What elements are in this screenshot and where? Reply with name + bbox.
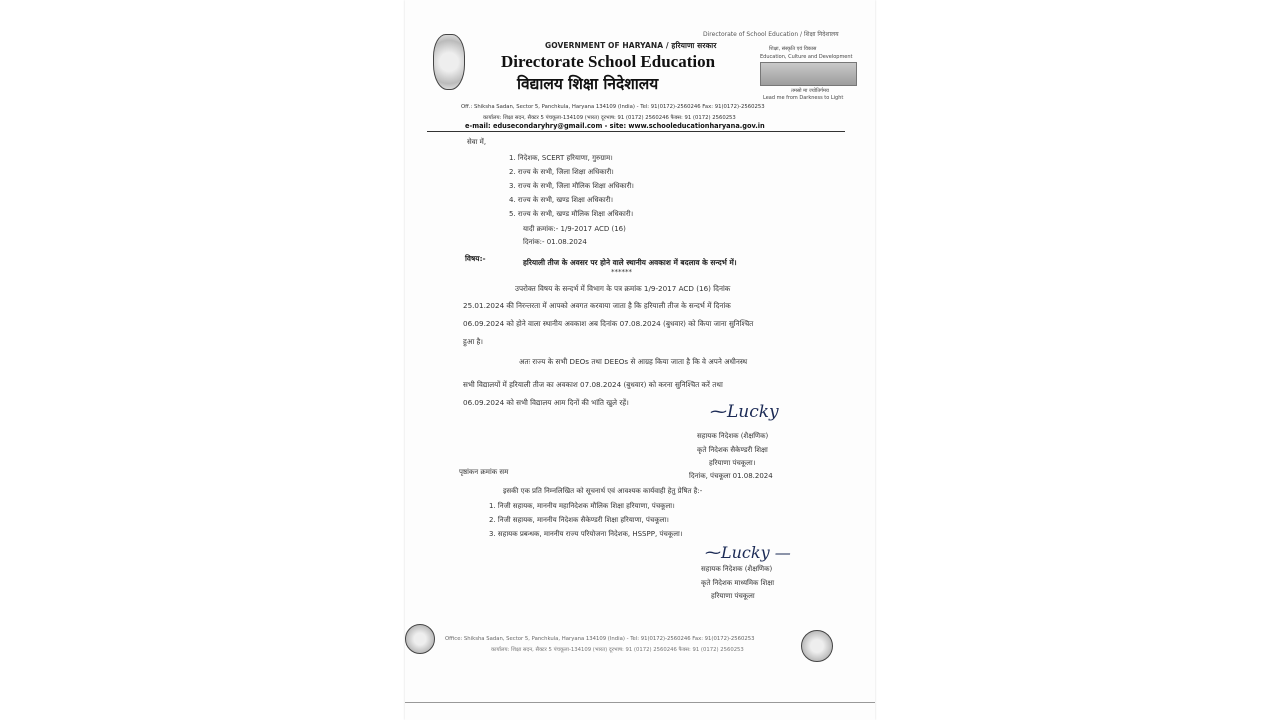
subject-separator: ****** <box>611 268 632 276</box>
right-tagline-hi: शिक्षा, संस्कृति एवं विकास <box>769 46 817 52</box>
para2-line: 06.09.2024 को सभी विद्यालय आम दिनों की भांति खुले रहें। <box>463 398 629 407</box>
signatory-2-line: हरियाणा पंचकूला <box>711 592 755 600</box>
motto-en: Lead me from Darkness to Light <box>763 95 844 101</box>
footer-address-hi: कार्यालय: शिक्षा सदन, सैक्टर 5 पंचकूला-134109 (भारत) दूरभाष: 91 (0172) 2560246 फैक्स: 91 (0172) 2560253 <box>491 647 744 653</box>
seva-mein: सेवा में, <box>467 138 487 146</box>
haryana-emblem-icon <box>433 34 465 90</box>
para2-line: सभी विद्यालयों में हरियाली तीज का अवकाश 07.08.2024 (बुधवार) को करना सुनिश्चित करें तथा <box>463 380 723 389</box>
copy-item: 3. सहायक प्रबन्धक, माननीय राज्य परियोजना निदेशक, HSSPP, पंचकूला। <box>489 530 683 538</box>
government-label: GOVERNMENT OF HARYANA / हरियाणा सरकार <box>545 41 717 50</box>
para1-line: 25.01.2024 की निरन्तरता में आपको अवगत करवाया जाता है कि हरियाली तीज के सन्दर्भ में दिनांक <box>463 301 731 310</box>
recipient-item: 1. निदेशक, SCERT हरियाणा, गुरुग्राम। <box>509 154 613 162</box>
header-top-note: Directorate of School Education / शिक्षा निदेशालय <box>703 31 839 38</box>
signature-2-icon: ⁓Lucky — <box>705 543 791 562</box>
endorsement-number: पृष्ठांकन क्रमांक सम <box>459 468 509 476</box>
recipient-item: 4. राज्य के सभी, खण्ड शिक्षा अधिकारी। <box>509 196 614 204</box>
directorate-title-hi: विद्यालय शिक्षा निदेशालय <box>517 75 659 93</box>
directorate-title-en: Directorate School Education <box>501 52 716 71</box>
header-address-hi: कार्यालय: शिक्षा सदन, सैक्टर 5 पंचकूला-134109 (भारत) दूरभाष: 91 (0172) 2560246 फैक्स: 91 (0172) 2560253 <box>483 115 736 121</box>
letter-date: दिनांक:- 01.08.2024 <box>523 238 587 246</box>
footer-left-seal-icon <box>405 624 435 654</box>
recipient-item: 5. राज्य के सभी, खण्ड मौलिक शिक्षा अधिकारी। <box>509 210 634 218</box>
subject-label: विषय:- <box>465 254 486 263</box>
motto-hi: तमसो मा ज्योतिर्गमय <box>791 88 829 94</box>
para1-line: उपरोक्त विषय के सन्दर्भ में विभाग के पत्र क्रमांक 1/9-2017 ACD (16) दिनांक <box>515 284 731 293</box>
endorsement-date: दिनांक, पंचकूला 01.08.2024 <box>689 472 773 480</box>
seal-banner-icon <box>760 62 857 86</box>
para2-line: अतः राज्य के सभी DEOs तथा DEEOs से आग्रह किया जाता है कि वे अपने अधीनस्थ <box>519 357 748 366</box>
signatory-1-line: सहायक निदेशक (शैक्षणिक) <box>697 432 769 440</box>
header-divider <box>427 131 845 132</box>
header-address-en: Off.: Shiksha Sadan, Sector 5, Panchkula, Haryana 134109 (India) - Tel: 91(0172)-2560246 Fax: 91(0172)-2560253 <box>461 104 765 110</box>
header-email-site: e-mail: edusecondaryhry@gmail.com - site: www.schooleducationharyana.gov.in <box>465 122 765 130</box>
subject-text: हरियाली तीज के अवसर पर होने वाले स्थानीय अवकाश में बदलाव के सन्दर्भ में। <box>523 258 737 267</box>
copy-item: 2. निजी सहायक, माननीय निदेशक सैकेण्डरी शिक्षा हरियाणा, पंचकूला। <box>489 516 669 524</box>
reference-number: यादी क्रमांक:- 1/9-2017 ACD (16) <box>523 225 626 233</box>
copy-item: 1. निजी सहायक, माननीय महानिदेशक मौलिक शिक्षा हरियाणा, पंचकूला। <box>489 502 675 510</box>
signatory-2-line: कृते निदेशक माध्यमिक शिक्षा <box>701 579 775 587</box>
signature-1-icon: ⁓Lucky <box>710 402 779 422</box>
letter-page <box>405 0 875 720</box>
signatory-1-line: कृते निदेशक सैकेण्डरी शिक्षा <box>697 446 768 454</box>
para1-line: हुआ है। <box>463 337 483 346</box>
signatory-1-line: हरियाणा पंचकूला। <box>709 459 756 467</box>
signatory-2-line: सहायक निदेशक (शैक्षणिक) <box>701 565 773 573</box>
recipient-item: 2. राज्य के सभी, जिला शिक्षा अधिकारी। <box>509 168 614 176</box>
recipient-item: 3. राज्य के सभी, जिला मौलिक शिक्षा अधिकारी। <box>509 182 634 190</box>
page-bottom-edge <box>405 702 875 703</box>
copy-intro: इसकी एक प्रति निम्नलिखित को सूचनार्थ एवं आवश्यक कार्यवाही हेतु प्रेषित है:- <box>503 487 703 495</box>
footer-right-seal-icon <box>801 630 833 662</box>
right-tagline-en: Education, Culture and Development <box>760 54 853 60</box>
footer-address-en: Office: Shiksha Sadan, Sector 5, Panchkula, Haryana 134109 (India) - Tel: 91(0172)-2560246 Fax: 91(0172)-2560253 <box>445 636 755 642</box>
para1-line: 06.09.2024 को होने वाला स्थानीय अवकाश अब दिनांक 07.08.2024 (बुधवार) को किया जाना सुनिश्चित <box>463 319 754 328</box>
